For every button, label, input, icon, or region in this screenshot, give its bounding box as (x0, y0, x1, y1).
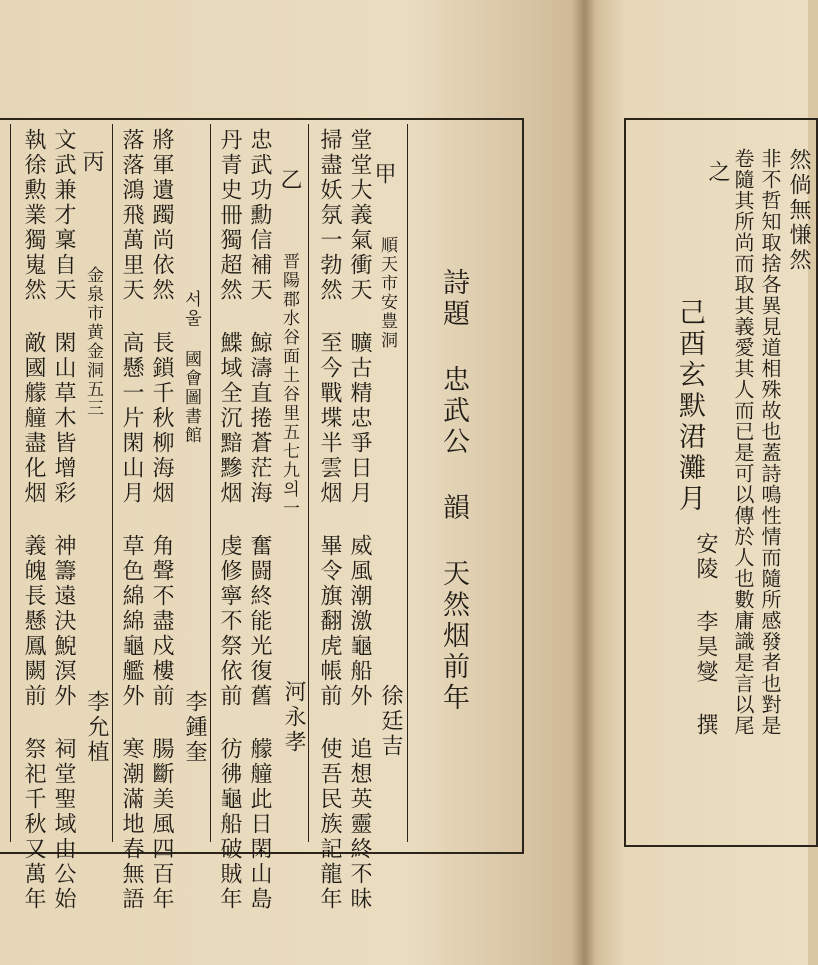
book-gutter (572, 0, 596, 965)
poem-author: 李允植 (84, 690, 109, 765)
signature: 安陵 李昊燮 撰 (693, 532, 718, 738)
poem-title: 詩題 忠武公 韻 天然烟前年 (438, 268, 469, 714)
column-divider (10, 124, 11, 842)
poem-author: 李鍾奎 (182, 690, 207, 765)
column-divider (308, 124, 309, 842)
poem-address: 晋陽郡水谷面土谷里五七九의一 (279, 252, 299, 518)
poem-line: 文武兼才稟自天 閑山草木皆增彩 神籌遠決鯢溟外 祠堂聖域由公始 (51, 128, 76, 912)
poem-label: 甲 (371, 162, 396, 187)
date-line: 己酉玄默涒灘月 (674, 298, 705, 515)
poem-address: 順天市安豊洞 (377, 236, 397, 350)
poem-line: 將軍遺躅尚依然 長鎖千秋柳海烟 角聲不盡戍樓前 腸斷美風四百年 (149, 128, 174, 912)
poem-label: 丙 (79, 150, 104, 175)
poem-line: 執徐勲業獨嵬然 敵國艨艟盡化烟 義魄長懸鳳闕前 祭祀千秋又萬年 (21, 128, 46, 912)
poem-line: 落落鴻飛萬里天 高懸一片閑山月 草色綿綿龜艦外 寒潮滿地春無語 (119, 128, 144, 912)
poem-address: 서울 國會圖書館 (181, 290, 201, 445)
afterword-line: 之 (705, 160, 730, 185)
column-divider (407, 124, 408, 842)
column-divider (112, 124, 113, 842)
column-divider (210, 124, 211, 842)
poem-line: 忠武功勳信補天 鯨濤直捲蒼茫海 奮闘終能光復舊 艨艟此日閑山島 (247, 128, 272, 912)
afterword-line: 非不哲知取捨各異見道相殊故也蓋詩鳴性情而隨所感發者也對是 (758, 148, 782, 736)
poem-line: 丹青史冊獨超然 鰈域全沉黯黲烟 虔修寧不祭依前 彷彿龜船破賊年 (217, 128, 242, 912)
poem-line: 掃盡妖氛一勃然 至今戰堞半雲烟 畢令旗翻虎帳前 使吾民族記龍年 (317, 128, 342, 912)
afterword-line: 卷隨其所尚而取其義愛其人而已是可以傳於人也數庸識是言以尾 (731, 148, 755, 736)
poem-author: 河永孝 (281, 680, 306, 755)
poem-author: 徐廷吉 (378, 684, 403, 759)
poem-address: 金泉市黄金洞五三 (83, 266, 103, 418)
poem-line: 堂堂大義氣衝天 曠古精忠爭日月 威風潮激龜船外 追想英靈終不昧 (347, 128, 372, 912)
poem-label: 乙 (277, 168, 302, 193)
afterword-line: 然倘無慊然 (786, 148, 811, 273)
